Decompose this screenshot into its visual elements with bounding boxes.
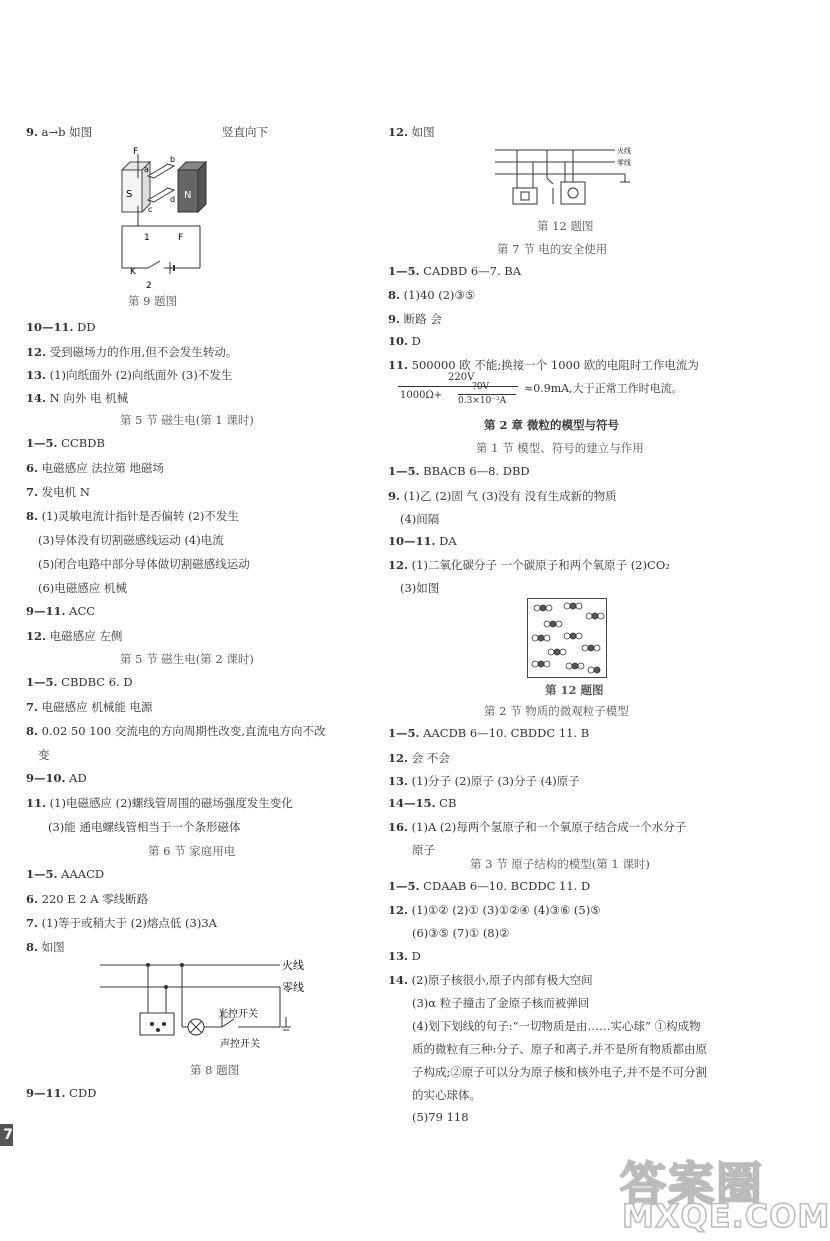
fig9-label: c [148,205,153,214]
answer-line: (3)如图 [400,581,440,595]
fig9-label: 1 [144,233,150,243]
page-number: 7 [0,1124,13,1146]
live-wire-label: 火线 [282,959,304,972]
answer-line: 12. 如图 [388,125,435,139]
fig9-label: d [170,195,176,204]
section-heading: 第 1 节 模型、符号的建立与作用 [476,441,644,455]
formula-result: ≈0.9mA,大于正常工作时电流。 [524,382,683,395]
answer-line: 12. (1)①② (2)① (3)①②④ (4)③⑥ (5)⑤ [388,903,601,917]
figure-12-molecules [527,598,607,678]
watermark-url: MXQE.COM [622,1197,830,1235]
answer-line: 1—5. CADBD 6—7. BA [388,264,522,278]
denominator: 1000Ω+ [400,390,443,401]
answer-line: (4)划下划线的句子:“一切物质是由……实心球” ①构成物 [412,1019,701,1033]
chapter-heading: 第 2 章 微粒的模型与符号 [484,418,620,432]
section-heading: 第 7 节 电的安全使用 [497,242,608,256]
answer-line: 变 [38,748,50,762]
sound-switch-label: 声控开关 [220,1039,260,1050]
answer-line: 9—10. AD [26,771,87,785]
answer-line: 9—11. CDD [26,1086,97,1100]
answer-line: 7. 电磁感应 机械能 电源 [26,700,153,714]
q-number: 9. [26,125,39,139]
answer-line: 13. (1)向纸面外 (2)向纸面外 (3)不发生 [26,368,233,382]
fig9-label: 2 [146,281,152,291]
answer-line: 的实心球体。 [412,1088,481,1102]
inner-fraction-bar [458,394,516,395]
answer-line: 13. (1)分子 (2)原子 (3)分子 (4)原子 [388,774,580,788]
answer-line: 9. 断路 会 [388,312,442,326]
answer-line: 8. 如图 [26,940,65,954]
answer-line: (5)闭合电路中部分导体做切割磁感线运动 [38,557,250,571]
fig9-label: K [130,267,136,277]
fig9-label: b [170,155,176,164]
answer-line: (3)α 粒子撞击了金原子核而被弹回 [412,996,590,1010]
answer-line: 11. 500000 欧 不能;换接一个 1000 欧的电阻时工作电流为 [388,358,699,372]
answer-line: (6)③⑤ (7)① (8)② [412,926,510,940]
answer-line: 11. (1)电磁感应 (2)螺线管周围的磁场强度发生变化 [26,796,293,810]
q9-direction: 竖直向下 [222,125,268,139]
figure-9 [108,142,218,292]
figure-12b-caption: 第 12 题图 [545,683,604,697]
figure-12-caption: 第 12 题图 [537,219,594,233]
inner-denominator: 0.3×10⁻³A [458,396,507,406]
neutral-wire-label: 零线 [617,159,631,167]
answer-line: 14. (2)原子核很小,原子内部有极大空间 [388,973,593,987]
answer-line: 1—5. CBDBC 6. D [26,675,133,689]
answer-line: 12. 会 不会 [388,751,450,765]
answer-line: (6)电磁感应 机械 [38,581,127,595]
answer-line: 9—11. ACC [26,604,96,618]
fig9-label: a [144,165,149,174]
answer-line: 8. (1)灵敏电流计指针是否偏转 (2)不发生 [26,509,239,523]
answer-line: 14. N 向外 电 机械 [26,391,129,405]
answer-line: 12. 电磁感应 左侧 [26,629,123,643]
answer-text: a→b 如图 [41,125,93,139]
answer-line: 质的微粒有三种:分子、原子和离子,并不是所有物质都由原 [412,1042,708,1056]
fig9-label: S [126,189,133,200]
light-switch-label: 光控开关 [218,1009,258,1020]
fig9-label: F [133,147,139,157]
answer-line: 7. (1)等于或稍大于 (2)熔点低 (3)3A [26,916,217,930]
section-heading: 第 6 节 家庭用电 [148,844,236,858]
numerator: 220V [448,372,475,383]
answer-line: (3)导体没有切割磁感线运动 (4)电流 [38,533,224,547]
answer-line: 12. 受到磁场力的作用,但不会发生转动。 [26,345,238,359]
section-heading: 第 5 节 磁生电(第 1 课时) [120,413,254,427]
fig9-label: N [184,190,192,201]
figure-8 [100,955,310,1065]
fig9-label: F [178,233,184,243]
answer-line: 10—11. DD [26,320,96,334]
figure-8-caption: 第 8 题图 [190,1063,240,1077]
answer-line: 13. D [388,949,421,963]
figure-9-caption: 第 9 题图 [128,294,178,308]
answer-line: 12. (1)二氧化碳分子 一个碳原子和两个氧原子 (2)CO₂ [388,558,670,572]
answer-line: 1—5. BBACB 6—8. DBD [388,464,530,478]
answer-line: 6. 电磁感应 法拉第 地磁场 [26,461,164,475]
section-heading: 第 5 节 磁生电(第 2 课时) [120,652,254,666]
answer-line: 原子 [412,843,435,857]
answer-line: 14—15. CB [388,796,457,810]
current-formula [396,372,776,412]
q9-line [26,124,92,140]
answer-line: 9. (1)乙 (2)固 气 (3)没有 没有生成新的物质 [388,489,617,503]
answer-line: 10. D [388,334,421,348]
inner-numerator: ?0V [472,382,490,392]
watermark-logo: 答案圈 [620,1157,764,1211]
neutral-wire-label: 零线 [282,981,304,994]
answer-line: 6. 220 E 2 A 零线断路 [26,892,149,906]
answer-line: 10—11. DA [388,534,457,548]
answer-line: 子构成;②原子可以分为原子核和核外电子,并不是不可分割 [412,1065,708,1079]
answer-line: 1—5. AAACD [26,867,105,881]
answer-line: (5)79 118 [412,1110,469,1124]
figure-12-circuit [495,142,645,212]
section-heading: 第 3 节 原子结构的模型(第 1 课时) [470,857,650,871]
fraction-bar [398,386,518,387]
answer-line: 16. (1)A (2)每两个氢原子和一个氧原子结合成一个水分子 [388,820,687,834]
answer-line: 8. (1)40 (2)③⑤ [388,288,476,302]
answer-line: 1—5. CDAAB 6—10. BCDDC 11. D [388,879,591,893]
answer-line: (4)间隔 [400,512,440,526]
answer-line: (3)能 通电螺线管相当于一个条形磁体 [48,820,241,834]
section-heading: 第 2 节 物质的微观粒子模型 [484,704,629,718]
answer-line: 8. 0.02 50 100 交流电的方向周期性改变,直流电方向不改 [26,724,326,738]
answer-line: 1—5. CCBDB [26,436,105,450]
live-wire-label: 火线 [617,147,631,155]
answer-line: 7. 发电机 N [26,485,90,499]
answer-line: 1—5. AACDB 6—10. CBDDC 11. B [388,726,590,740]
